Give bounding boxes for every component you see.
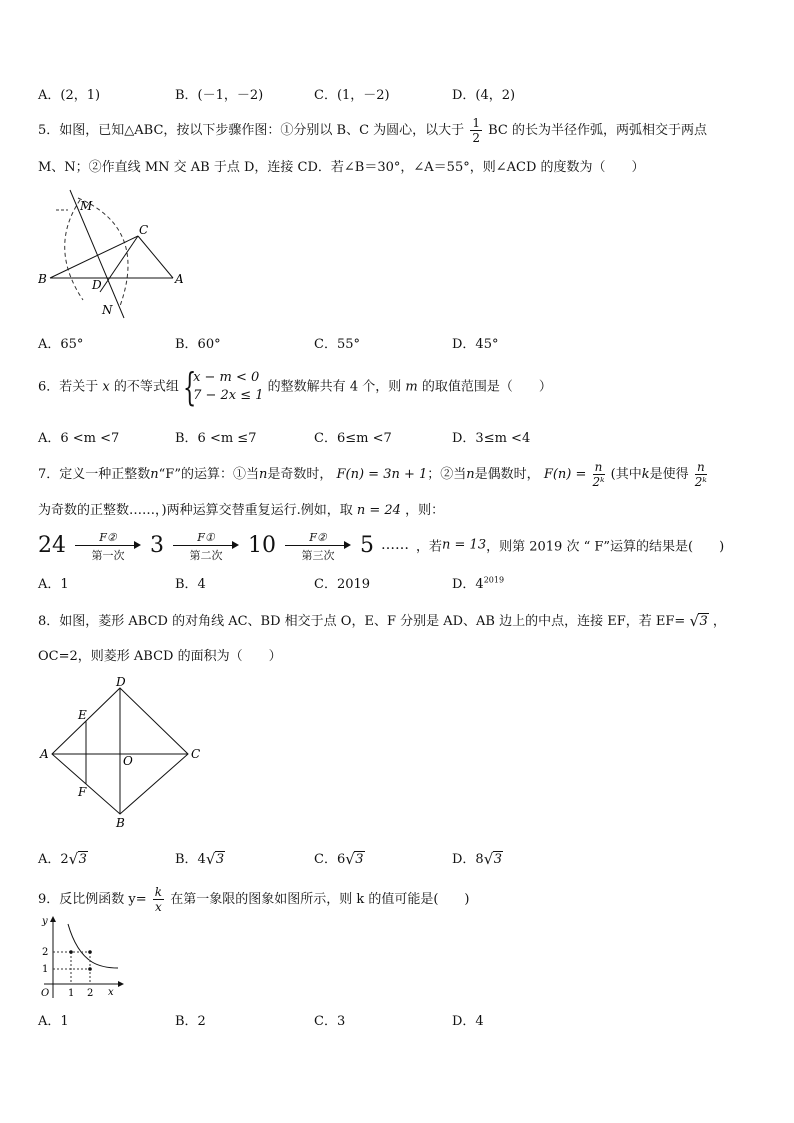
q7-option-b[interactable]: B．4 (175, 577, 206, 592)
q6-option-d[interactable]: D．3≤m <4 (452, 431, 531, 446)
q5-label-a: A (175, 272, 184, 286)
q5-fraction (470, 116, 482, 145)
q4-option-b[interactable]: B．(－1，－2) (175, 88, 264, 103)
q8-ef-sqrt (689, 614, 708, 629)
q7-option-d-base: D．4 (452, 577, 484, 592)
q7-option-d[interactable] (452, 573, 504, 592)
q7-f-even-num: n (593, 460, 605, 475)
q8-option-a[interactable] (38, 848, 88, 867)
q5-option-b[interactable]: B．60° (175, 337, 221, 352)
q9-stem (38, 885, 470, 914)
q7-line2-end: ，则： (405, 503, 445, 518)
q7-f-even-lhs: F(n) = (543, 467, 587, 482)
q7-n-13: n = 13 (442, 537, 487, 553)
q7-p5: 是偶数时， (474, 467, 540, 482)
q9-label-o: O (41, 988, 50, 999)
q7-option-a[interactable]: A．1 (38, 577, 69, 592)
q7-chain-step-2: 第二次 (189, 549, 223, 562)
q7-operation-chain (38, 530, 724, 560)
q9-option-c[interactable]: C．3 (314, 1014, 346, 1029)
q8-option-d-coef: D．8 (452, 852, 484, 867)
q5-label-c: C (139, 223, 149, 237)
q6-var-x: x (102, 379, 110, 395)
q7-p1: 7．定义一种正整数 (38, 467, 151, 482)
q5-option-a[interactable]: A．65° (38, 337, 84, 352)
q8-label-a: A (40, 747, 49, 761)
q5-segment-ca (138, 236, 173, 278)
q6-prefix: 6．若关于 (38, 379, 99, 395)
q5-figure (38, 188, 198, 323)
q8-stem-line1 (38, 610, 726, 629)
q7-chain-step-3: 第三次 (301, 549, 335, 562)
q8-label-f: F (78, 785, 87, 799)
q4-option-c[interactable]: C．(1，－2) (314, 88, 390, 103)
q5-line-mn (70, 190, 124, 318)
q8-option-a-root: 3 (78, 852, 87, 867)
q7-chain-arrow-3 (285, 530, 351, 560)
q7-chain-value-3: 10 (248, 532, 276, 558)
q9-label-x1: 1 (68, 988, 75, 999)
q7-p3: 是奇数时， (267, 467, 333, 482)
q7-chain-step-1: 第一次 (91, 549, 125, 562)
sqrt-icon: √ (483, 850, 494, 868)
q8-option-d-sqrt (484, 852, 503, 867)
q8-option-c-sqrt (345, 852, 364, 867)
q6-ineq1: x − m < 0 (193, 370, 260, 385)
q7-p7: 是使得 (649, 467, 689, 482)
q7-f-even-fraction-2 (695, 460, 707, 489)
q5-frac-den: 2 (472, 131, 480, 145)
arrow-shaft (75, 545, 137, 546)
q9-frac-den: x (155, 900, 162, 914)
q9-options (38, 1010, 758, 1030)
q8-label-o: O (123, 754, 133, 768)
q8-option-d[interactable] (452, 848, 503, 867)
q9-label-x: x (108, 987, 114, 998)
q7-f-even-den-2: 2ᵏ (694, 475, 707, 489)
q6-count: 4 (349, 379, 359, 395)
q9-text-a: 9．反比例函数 y= (38, 892, 147, 907)
q7-n3: n (466, 467, 475, 482)
q5-stem-line1 (38, 116, 707, 145)
q7-chain-value-1: 24 (38, 532, 66, 558)
q5-label-d: D (92, 278, 102, 292)
q8-line1: 8．如图，菱形 ABCD 的对角线 AC、BD 相交于点 O，E、F 分别是 AD、AB 边上的中点，连接 EF，若 EF= (38, 614, 686, 629)
q5-segment-cd (100, 236, 138, 292)
q7-p6: (其中 (610, 467, 642, 482)
q8-option-a-coef: A．2 (38, 852, 69, 867)
q6-option-b[interactable]: B．6 <m ≤7 (175, 431, 257, 446)
q7-chain-arrow-1 (75, 530, 141, 560)
q5-segment-bc (50, 236, 138, 278)
q7-chain-op-2: F① (197, 531, 215, 544)
q5-option-d[interactable]: D．45° (452, 337, 499, 352)
q7-f-odd: F(n) = 3n + 1 (336, 467, 428, 482)
q5-frac-num: 1 (472, 116, 480, 130)
q7-option-d-exp: 2019 (483, 575, 505, 585)
q9-y-arrow-icon (50, 916, 56, 922)
q6-after: 的整数解共有 (267, 379, 346, 395)
q7-f-even-num-2: n (695, 460, 707, 475)
q9-point-1 (69, 950, 73, 954)
q9-option-d[interactable]: D．4 (452, 1014, 484, 1029)
q5-arc-right (78, 198, 128, 306)
q5-label-b: B (38, 272, 47, 286)
q8-option-a-sqrt (69, 852, 88, 867)
q7-chain-value-4: 5 (360, 532, 374, 558)
q5-label-n: N (102, 303, 113, 317)
q7-stem-line2 (38, 499, 444, 518)
q8-label-d: D (116, 675, 126, 689)
q5-text-a: 5．如图，已知△ABC，按以下步骤作图：①分别以 B、C 为圆心，以大于 (38, 123, 465, 138)
q7-options (38, 573, 758, 593)
q7-chain-op-1: F② (99, 531, 117, 544)
q9-text-b: 在第一象限的图象如图所示，则 k 的值可能是( ) (170, 892, 470, 907)
q7-f-even-den: 2ᵏ (592, 475, 605, 489)
q6-ineq2: 7 − 2x ≤ 1 (193, 388, 264, 403)
q4-option-a[interactable]: A．(2，1) (38, 88, 101, 103)
q8-option-c-coef: C．6 (314, 852, 346, 867)
q7-p2: “F”的运算：①当 (158, 467, 259, 482)
q9-point-2 (88, 950, 92, 954)
sqrt-icon: √ (205, 850, 216, 868)
q7-chain-arrow-2 (173, 530, 239, 560)
q8-option-b-sqrt (206, 852, 225, 867)
brace-icon: { (183, 365, 197, 409)
q7-chain-dots: …… (381, 537, 409, 553)
q6-options (38, 427, 758, 447)
q8-label-c: C (191, 747, 201, 761)
q8-option-b-root: 3 (215, 852, 225, 867)
q9-figure (36, 914, 126, 1002)
q7-chain-tail-b: ，则第 2019 次 “ F”运算的结果是( ) (486, 539, 725, 555)
q5-option-c[interactable]: C．55° (314, 337, 360, 352)
arrow-shaft (285, 545, 347, 546)
q7-stem-line1 (38, 460, 709, 489)
q7-p4: ；②当 (427, 467, 467, 482)
sqrt-icon: √ (689, 612, 699, 630)
q8-ef-root: 3 (699, 614, 708, 629)
q8-option-c[interactable] (314, 848, 365, 867)
q9-option-b[interactable]: B．2 (175, 1014, 206, 1029)
q7-k: k (641, 467, 650, 482)
q8-stem-line2: OC=2，则菱形 ABCD 的面积为（ ） (38, 649, 282, 664)
q6-stem (38, 365, 552, 409)
q4-options (38, 84, 758, 104)
q8-label-b: B (116, 816, 125, 830)
q9-fraction (153, 885, 164, 914)
q7-chain-tail-a: ，若 (416, 539, 443, 555)
q6-suffix: 的取值范围是（ ） (421, 379, 552, 395)
sqrt-icon: √ (345, 850, 355, 868)
q7-n-example: n = 24 (356, 503, 401, 518)
q8-line1-end: ， (712, 614, 726, 629)
q7-f-even-fraction (593, 460, 605, 489)
q6-after2: 个，则 (362, 379, 402, 395)
q7-option-c[interactable]: C．2019 (314, 577, 371, 592)
q6-mid: 的不等式组 (113, 379, 179, 395)
q8-options (38, 848, 758, 868)
q9-curve (68, 924, 118, 968)
q9-label-x2: 2 (87, 988, 94, 999)
q9-label-y1: 1 (42, 964, 49, 975)
q8-option-d-root: 3 (493, 852, 502, 867)
q9-option-a[interactable]: A．1 (38, 1014, 69, 1029)
q7-chain-op-3: F② (309, 531, 327, 544)
q9-x-arrow-icon (118, 981, 124, 987)
q5-text-b: BC 的长为半径作弧，两弧相交于两点 (488, 123, 707, 138)
q9-frac-num: k (154, 885, 163, 899)
q6-option-c[interactable]: C．6≤m <7 (314, 431, 392, 446)
q7-line2: 为奇数的正整数……，)两种运算交替重复运行.例如，取 (38, 503, 353, 518)
sqrt-icon: √ (68, 850, 79, 868)
q7-chain-value-2: 3 (150, 532, 164, 558)
arrow-shaft (173, 545, 235, 546)
q5-label-m: M (80, 199, 93, 213)
q5-stem-line2: M、N；②作直线 MN 交 AB 于点 D，连接 CD．若∠B＝30°，∠A＝55°，则∠ACD 的度数为（ ） (38, 160, 645, 175)
q8-option-c-root: 3 (355, 852, 364, 867)
q8-option-b-coef: B．4 (175, 852, 206, 867)
q9-point-3 (88, 967, 92, 971)
q6-var-m: m (405, 379, 418, 395)
q6-option-a[interactable]: A．6 <m <7 (38, 431, 120, 446)
q4-option-d[interactable]: D．(4，2) (452, 88, 516, 103)
q8-label-e: E (78, 708, 87, 722)
q9-label-y2: 2 (42, 947, 49, 958)
q7-n1: n (150, 467, 159, 482)
q9-label-y: y (42, 916, 48, 927)
q7-n2: n (258, 467, 268, 482)
q6-inequality-system (183, 365, 264, 409)
q5-options (38, 333, 758, 353)
q8-option-b[interactable] (175, 848, 225, 867)
q8-figure (36, 674, 216, 834)
